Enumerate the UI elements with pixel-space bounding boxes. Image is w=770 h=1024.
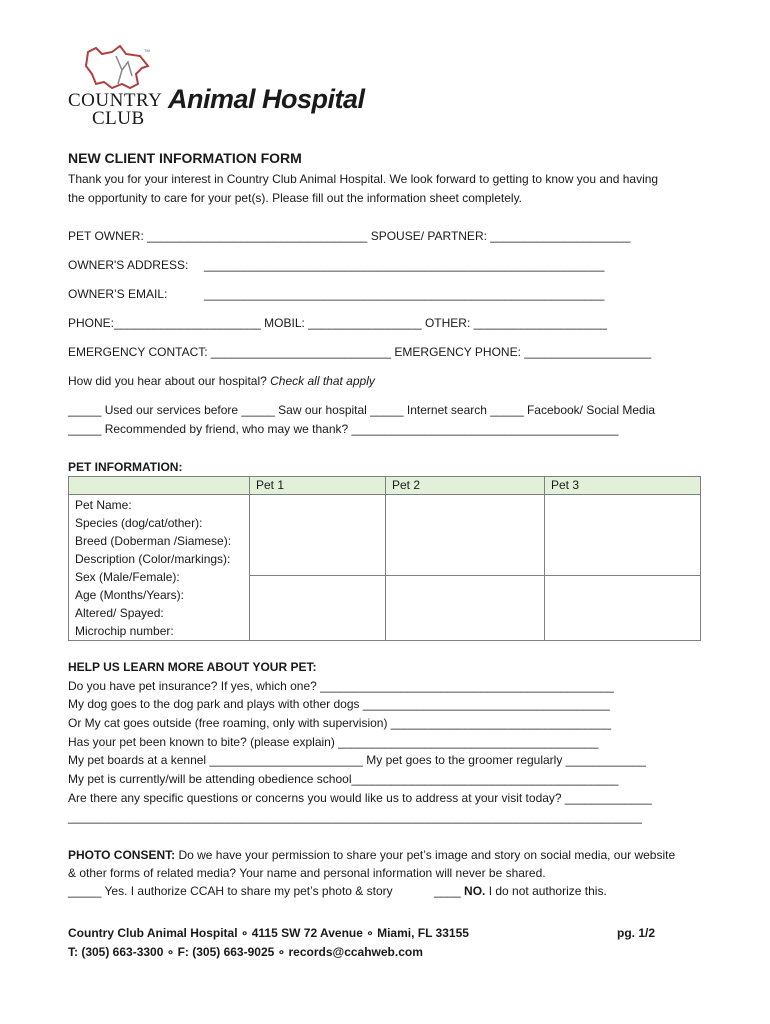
owner-partner-field[interactable]: PET OWNER: _________________________________ SPOUSE/ PARTNER: _____________________ — [68, 229, 631, 243]
pet-3-header: Pet 3 — [545, 477, 701, 495]
obedience-field[interactable]: My pet is currently/will be attending obedience school________________________________________ — [68, 772, 619, 786]
questions-extra-line[interactable]: ______________________________________________________________________________________ — [68, 810, 642, 824]
label-species: Species (dog/cat/other): — [75, 515, 203, 530]
logo-text-country: COUNTRY — [68, 90, 163, 111]
referral-question-text: How did you hear about our hospital? — [68, 374, 271, 388]
svg-text:TM: TM — [144, 48, 150, 53]
pet-info-table — [68, 476, 701, 641]
consent-no-option[interactable] — [434, 884, 607, 898]
emergency-fields[interactable]: EMERGENCY CONTACT: ___________________________ EMERGENCY PHONE: ___________________ — [68, 345, 652, 359]
photo-consent-label: PHOTO CONSENT: — [68, 848, 176, 862]
bite-history-field[interactable]: Has your pet been known to bite? (please explain) _______________________________________ — [68, 735, 599, 749]
dog-park-field[interactable]: My dog goes to the dog park and plays with other dogs _____________________________________ — [68, 697, 610, 711]
pet-2-header: Pet 2 — [386, 477, 545, 495]
consent-no-label: NO. — [464, 884, 486, 898]
table-header-row — [69, 477, 701, 495]
email-label: OWNER’S EMAIL: — [68, 287, 168, 301]
pet-1-column[interactable] — [250, 494, 386, 640]
table-header-blank — [69, 477, 250, 495]
referral-question — [68, 374, 375, 388]
logo-text-club: CLUB — [92, 108, 145, 129]
intro-line-2: the opportunity to care for your pet(s). Please fill out the information sheet completely. — [68, 191, 523, 205]
intro-line-1: Thank you for your interest in Country Club Animal Hospital. We look forward to getting to know you and having — [68, 172, 659, 186]
table-body-row — [69, 494, 701, 640]
footer-address: Country Club Animal Hospital ∘ 4115 SW 72 Avenue ∘ Miami, FL 33155 — [68, 926, 469, 940]
referral-options-2[interactable]: _____ Recommended by friend, who may we thank? ________________________________________ — [68, 422, 619, 436]
email-field[interactable]: ____________________________________________________________ — [204, 287, 605, 301]
photo-consent-text-1: Do we have your permission to share your pet’s image and story on social media, our website — [175, 848, 676, 862]
questions-field[interactable]: Are there any specific questions or concerns you would like us to address at your visit today? _____________ — [68, 791, 652, 805]
logo-dog-cat-icon — [82, 44, 152, 96]
pet-info-heading: PET INFORMATION: — [68, 460, 183, 474]
referral-hint: Check all that apply — [270, 374, 375, 388]
pet-1-header: Pet 1 — [250, 477, 386, 495]
consent-no-blank: ____ — [434, 884, 465, 898]
label-description: Description (Color/markings): — [75, 551, 231, 566]
photo-consent-line-2: & other forms of related media? Your name and personal information will never be shared. — [68, 866, 546, 880]
logo-title: Animal Hospital — [168, 84, 365, 114]
consent-no-text: I do not authorize this. — [485, 884, 607, 898]
consent-yes-option[interactable]: _____ Yes. I authorize CCAH to share my pet’s photo & story — [68, 884, 393, 898]
footer-contact: T: (305) 663-3300 ∘ F: (305) 663-9025 ∘ records@ccahweb.com — [68, 945, 423, 959]
phone-fields[interactable]: PHONE:______________________ MOBIL: _________________ OTHER: ____________________ — [68, 316, 608, 330]
cat-outside-field[interactable]: Or My cat goes outside (free roaming, only with supervision) _________________________________ — [68, 716, 612, 730]
label-breed: Breed (Doberman /Siamese): — [75, 533, 232, 548]
address-field[interactable]: ____________________________________________________________ — [204, 258, 605, 272]
pet-field-labels — [69, 494, 250, 640]
learn-heading: HELP US LEARN MORE ABOUT YOUR PET: — [68, 660, 317, 674]
label-altered: Altered/ Spayed: — [75, 605, 164, 620]
pet-2-column[interactable] — [386, 494, 545, 640]
kennel-groomer-field[interactable]: My pet boards at a kennel _______________________ My pet goes to the groomer regularly ____________ — [68, 753, 646, 767]
label-age: Age (Months/Years): — [75, 587, 184, 602]
label-pet-name: Pet Name: — [75, 497, 132, 512]
insurance-field[interactable]: Do you have pet insurance? If yes, which one? ____________________________________________ — [68, 679, 614, 693]
pet-3-column[interactable] — [545, 494, 701, 640]
label-microchip: Microchip number: — [75, 623, 174, 638]
page-number: pg. 1/2 — [617, 926, 656, 940]
referral-options-1[interactable]: _____ Used our services before _____ Saw our hospital _____ Internet search _____ Facebook/ Social Media — [68, 403, 656, 417]
photo-consent-line-1 — [68, 848, 675, 862]
form-title: NEW CLIENT INFORMATION FORM — [68, 150, 302, 166]
address-label: OWNER'S ADDRESS: — [68, 258, 189, 272]
label-sex: Sex (Male/Female): — [75, 569, 180, 584]
